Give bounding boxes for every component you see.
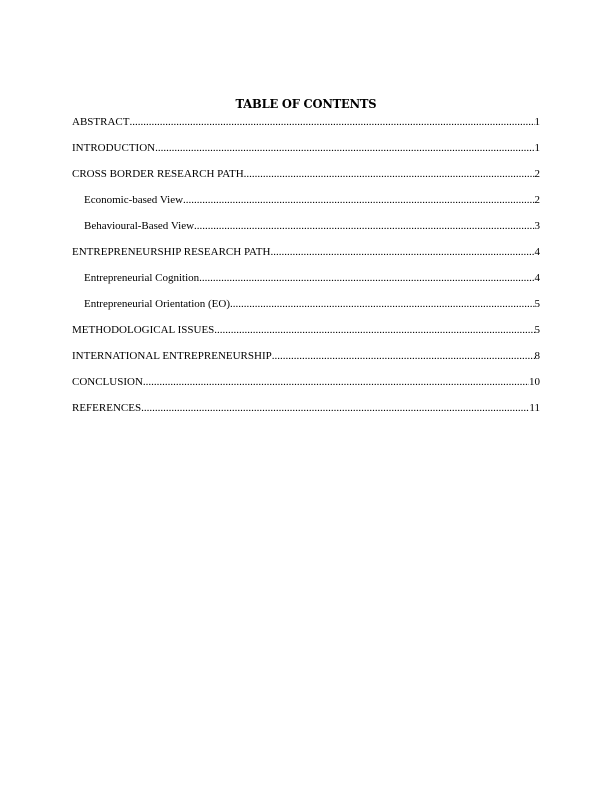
toc-entry-label: METHODOLOGICAL ISSUES (72, 324, 215, 336)
toc-list (72, 115, 540, 427)
toc-entry-label: CONCLUSION (72, 376, 143, 388)
toc-entry-page: 4 (534, 246, 540, 258)
toc-entry-label: REFERENCES (72, 402, 142, 414)
toc-leader-dots (155, 141, 534, 155)
toc-entry-conclusion[interactable] (72, 375, 540, 401)
toc-entry-label: Entrepreneurial Orientation (EO) (84, 298, 230, 310)
toc-leader-dots (272, 349, 535, 363)
toc-entry-page: 4 (534, 272, 540, 284)
toc-leader-dots (214, 323, 534, 337)
toc-entry-label: INTERNATIONAL ENTREPRENEURSHIP (72, 350, 272, 362)
toc-entry-page: 10 (529, 376, 540, 388)
toc-entry-economic-based-view[interactable] (72, 193, 540, 219)
toc-entry-page: 11 (529, 402, 540, 414)
toc-entry-label: ABSTRACT (72, 116, 130, 128)
toc-leader-dots (199, 271, 534, 285)
toc-entry-entrepreneurship-research-path[interactable] (72, 245, 540, 271)
toc-title: TABLE OF CONTENTS (235, 96, 377, 111)
toc-entry-methodological-issues[interactable] (72, 323, 540, 349)
toc-entry-page: 1 (534, 116, 540, 128)
toc-entry-abstract[interactable] (72, 115, 540, 141)
toc-leader-dots (270, 245, 534, 259)
toc-entry-references[interactable] (72, 401, 540, 427)
toc-entry-behavioural-based-view[interactable] (72, 219, 540, 245)
toc-entry-label: INTRODUCTION (72, 142, 156, 154)
toc-entry-label: ENTREPRENEURSHIP RESEARCH PATH (72, 246, 271, 258)
toc-entry-page: 1 (534, 142, 540, 154)
toc-leader-dots (244, 167, 535, 181)
toc-leader-dots (183, 193, 534, 207)
toc-entry-label: Entrepreneurial Cognition (84, 272, 200, 284)
toc-leader-dots (143, 375, 529, 389)
toc-entry-introduction[interactable] (72, 141, 540, 167)
toc-entry-page: 2 (534, 194, 540, 206)
toc-leader-dots (194, 219, 534, 233)
toc-leader-dots (230, 297, 535, 311)
toc-entry-cross-border-research-path[interactable] (72, 167, 540, 193)
toc-entry-page: 5 (534, 298, 540, 310)
toc-entry-label: Economic-based View (84, 194, 184, 206)
toc-entry-page: 5 (534, 324, 540, 336)
toc-entry-entrepreneurial-cognition[interactable] (72, 271, 540, 297)
toc-entry-page: 8 (534, 350, 540, 362)
toc-entry-entrepreneurial-orientation[interactable] (72, 297, 540, 323)
toc-entry-page: 3 (534, 220, 540, 232)
toc-leader-dots (129, 115, 534, 129)
toc-entry-page: 2 (534, 168, 540, 180)
toc-entry-international-entrepreneurship[interactable] (72, 349, 540, 375)
toc-entry-label: Behavioural-Based View (84, 220, 195, 232)
toc-leader-dots (141, 401, 529, 415)
toc-entry-label: CROSS BORDER RESEARCH PATH (72, 168, 244, 180)
